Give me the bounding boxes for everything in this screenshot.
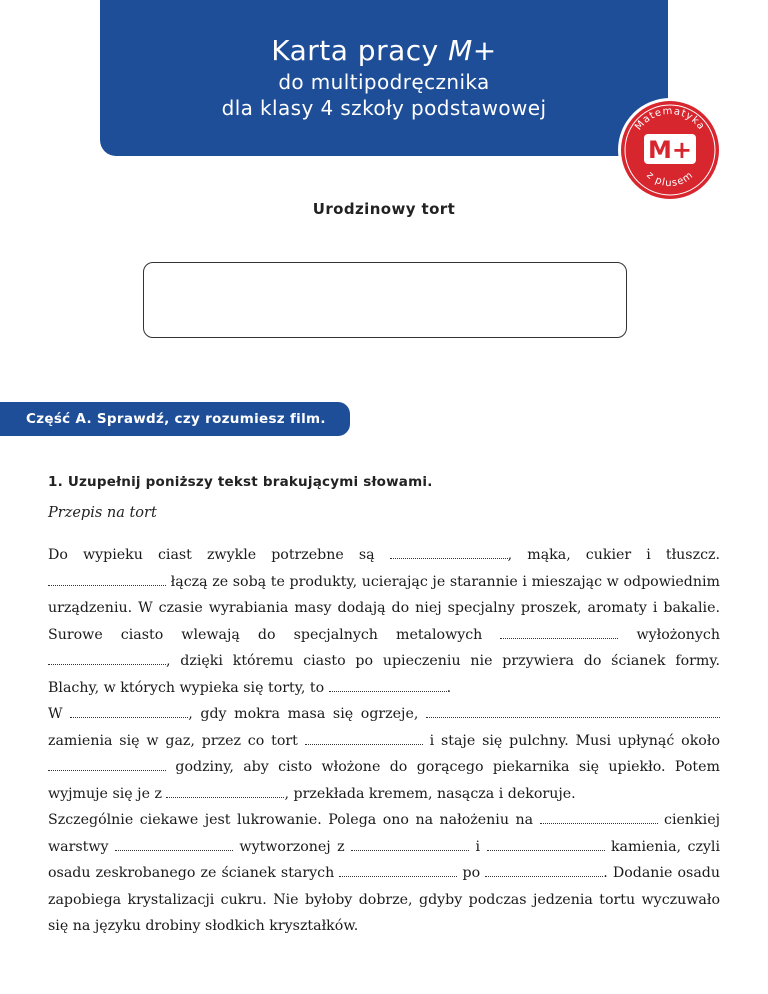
worksheet-header [100, 0, 668, 156]
blank-field[interactable] [48, 571, 166, 586]
blank-field[interactable] [426, 703, 720, 718]
blank-field[interactable] [166, 783, 284, 798]
title-main: Karta pracy [271, 34, 449, 67]
text-segment: i [469, 838, 487, 855]
text-segment: . [446, 679, 452, 696]
text-segment: cienkiej warstwy [48, 812, 720, 855]
blank-field[interactable] [390, 544, 508, 559]
text-segment: po [457, 865, 486, 881]
worksheet-subtitle-line1: do multipodręcznika [278, 70, 490, 94]
text-segment: . Dodanie osadu zapobiega krystalizacji cukru. Nie byłoby dobrze, gdyby podczas jedzenia tortu wyczuwało się na języku drobiny słodkich kryształków. [48, 865, 720, 934]
text-segment: , dzięki któremu ciasto po upieczeniu nie przywiera do ścianek formy. Blachy, w których wypieka się torty, to [48, 653, 720, 696]
blank-field[interactable] [487, 836, 605, 851]
task-heading: 1. Uzupełnij poniższy tekst brakującymi słowami. [48, 474, 433, 490]
blank-field[interactable] [48, 650, 166, 665]
worksheet-subtitle-line2: dla klasy 4 szkoły podstawowej [221, 96, 547, 120]
blank-field[interactable] [351, 836, 469, 851]
logo-arc-top: Matematyka [633, 105, 707, 133]
text-segment: W [48, 706, 71, 722]
text-segment: wyłożonych [618, 626, 721, 643]
worksheet-title [100, 34, 668, 67]
title-brand: M+ [448, 34, 497, 67]
text-segment: , gdy mokra masa się ogrzeje, [188, 706, 426, 722]
document-title: Urodzinowy tort [312, 200, 456, 218]
recipe-subtitle: Przepis na tort [48, 505, 157, 521]
text-segment: kamienia, czyli osadu zeskrobanego ze ścianek starych [48, 838, 721, 881]
text-segment: zamienia się w gaz, przez co tort [48, 732, 305, 749]
blank-field[interactable] [48, 756, 166, 771]
fill-in-text [48, 542, 720, 940]
paragraph-3 [48, 807, 720, 940]
logo-arc-bottom: z plusem [644, 169, 696, 190]
text-segment: Do wypieku ciast zwykle potrzebne są [48, 547, 390, 563]
part-a-banner: Część A. Sprawdź, czy rozumiesz film. [0, 402, 350, 436]
blank-field[interactable] [70, 703, 188, 718]
paragraph-1 [48, 542, 720, 701]
text-segment: godziny, aby cisto włożone do gorącego piekarnika się upiekło. Potem wyjmuje się je z [48, 759, 720, 802]
paragraph-2 [48, 701, 720, 807]
blank-field[interactable] [329, 677, 447, 692]
blank-field[interactable] [485, 862, 603, 877]
text-segment: Szczególnie ciekawe jest lukrowanie. Polega ono na nałożeniu na [48, 812, 540, 828]
text-segment: , przekłada kremem, nasącza i dekoruje. [284, 785, 576, 802]
blank-field[interactable] [540, 809, 658, 824]
blank-field[interactable] [305, 730, 423, 745]
blank-field[interactable] [500, 624, 618, 639]
text-segment: i staje się pulchny. Musi upłynąć około [422, 732, 720, 749]
matematyka-logo [616, 96, 724, 204]
logo-mark: M+ [648, 136, 692, 164]
blank-field[interactable] [339, 862, 457, 877]
text-segment: , mąka, cukier i tłuszcz. [507, 547, 720, 563]
video-placeholder-box [143, 262, 627, 338]
blank-field[interactable] [115, 836, 233, 851]
text-segment: wytworzonej z [232, 838, 352, 855]
text-segment: łączą ze sobą te produkty, ucierając je starannie i mieszając w odpowiednim urządzeniu. W czasie wyrabiania masy dodają do niej specjalny proszek, aromaty i bakalie. Surowe ciasto wlewają do specjalnych metalowych [48, 573, 720, 643]
